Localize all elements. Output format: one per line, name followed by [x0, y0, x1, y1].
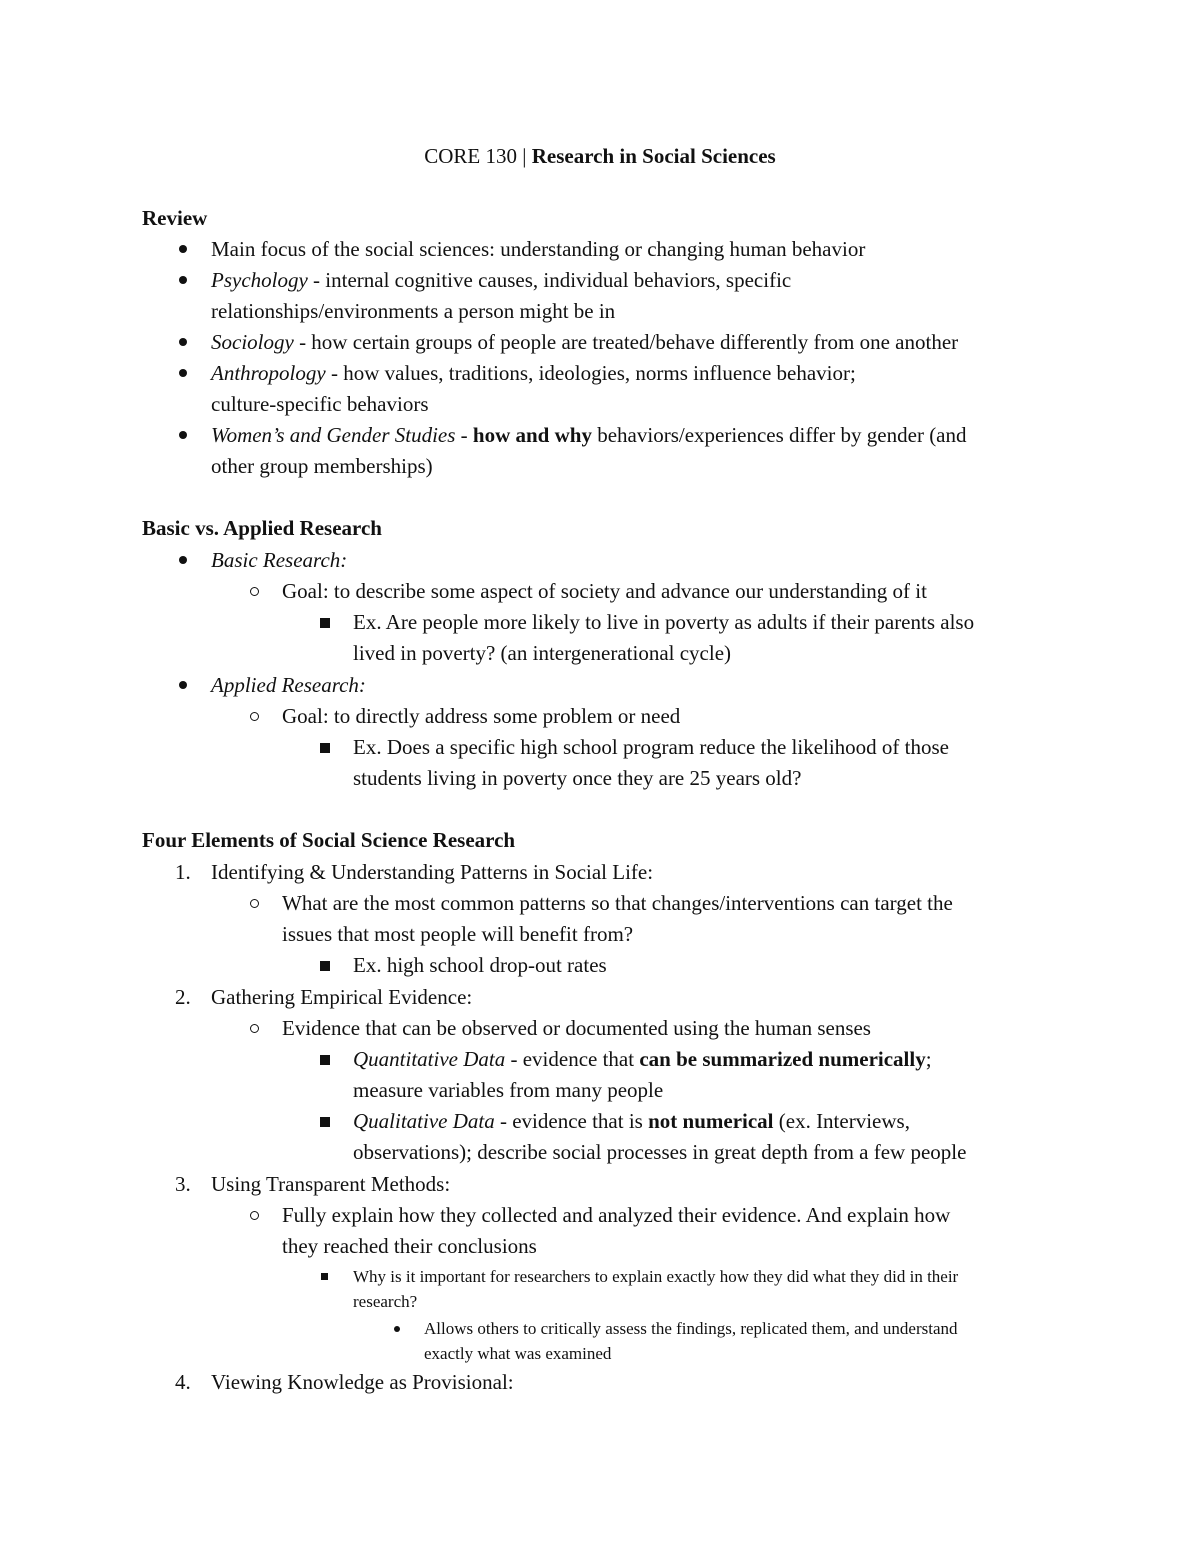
answer-continuation: exactly what was examined	[424, 1344, 612, 1363]
qualitative-data	[353, 1106, 910, 1137]
item-text: behaviors/experiences differ by gender (and	[591, 423, 967, 447]
quantitative-data	[353, 1044, 932, 1075]
course-code: CORE 130 |	[424, 144, 527, 168]
question: Why is it important for researchers to explain exactly how they did what they did in their	[353, 1267, 959, 1286]
bullet-square	[320, 618, 330, 628]
bullet-disc	[179, 431, 187, 439]
term: Women’s and Gender Studies	[211, 423, 456, 447]
answer: Allows others to critically assess the findings, replicated them, and understand	[424, 1319, 958, 1338]
applied-example-continuation: students living in poverty once they are 25 years old?	[353, 766, 802, 790]
review-item	[211, 327, 958, 358]
item-text: (ex. Interviews,	[773, 1109, 910, 1133]
review-item-continuation: other group memberships)	[211, 454, 433, 478]
bullet-square	[320, 961, 330, 971]
course-subject: Research in Social Sciences	[531, 144, 776, 168]
item-text: - evidence that	[505, 1047, 640, 1071]
element-sub: What are the most common patterns so that changes/interventions can target the	[282, 891, 953, 915]
basic-example-continuation: lived in poverty? (an intergenerational cycle)	[353, 641, 732, 665]
review-item	[211, 420, 967, 451]
bullet-circle	[250, 1024, 259, 1033]
element-sub-continuation: issues that most people will benefit from?	[282, 922, 634, 946]
review-item: Main focus of the social sciences: understanding or changing human behavior	[211, 237, 866, 261]
bullet-square	[320, 1117, 330, 1127]
basic-goal: Goal: to describe some aspect of society and advance our understanding of it	[282, 579, 927, 603]
review-heading: Review	[142, 206, 208, 230]
element-label: Using Transparent Methods:	[211, 1172, 451, 1196]
four-elements-heading: Four Elements of Social Science Research	[142, 828, 516, 852]
element-example: Ex. high school drop-out rates	[353, 953, 607, 977]
term: Qualitative Data	[353, 1109, 495, 1133]
dash: -	[455, 423, 473, 447]
element-sub-continuation: they reached their conclusions	[282, 1234, 537, 1258]
emphasis: not numerical	[648, 1109, 774, 1133]
bullet-disc	[179, 369, 187, 377]
bullet-disc	[179, 338, 187, 346]
qualitative-data-continuation: observations); describe social processes in great depth from a few people	[353, 1140, 967, 1164]
review-item	[211, 265, 791, 296]
item-text: - internal cognitive causes, individual behaviors, specific	[307, 268, 792, 292]
bullet-circle	[250, 712, 259, 721]
term: Basic Research:	[211, 548, 348, 572]
quantitative-data-continuation: measure variables from many people	[353, 1078, 664, 1102]
term: Sociology	[211, 330, 294, 354]
page-title	[0, 141, 1200, 172]
element-label: Viewing Knowledge as Provisional:	[211, 1370, 514, 1394]
applied-example: Ex. Does a specific high school program reduce the likelihood of those	[353, 735, 949, 759]
bullet-disc	[179, 556, 187, 564]
basic-applied-heading: Basic vs. Applied Research	[142, 516, 382, 540]
term: Psychology	[211, 268, 308, 292]
item-text: ;	[925, 1047, 932, 1071]
list-number: 3.	[175, 1172, 191, 1196]
item-text: - how certain groups of people are treated/behave differently from one another	[293, 330, 959, 354]
bullet-disc	[394, 1326, 400, 1332]
element-sub: Fully explain how they collected and analyzed their evidence. And explain how	[282, 1203, 951, 1227]
emphasis: how and why	[472, 423, 592, 447]
element-sub: Evidence that can be observed or documented using the human senses	[282, 1016, 871, 1040]
applied-goal: Goal: to directly address some problem or need	[282, 704, 681, 728]
bullet-square	[321, 1273, 328, 1280]
term: Quantitative Data	[353, 1047, 506, 1071]
bullet-circle	[250, 587, 259, 596]
bullet-circle	[250, 899, 259, 908]
review-item-continuation: culture-specific behaviors	[211, 392, 429, 416]
bullet-square	[320, 743, 330, 753]
item-text: - evidence that is	[494, 1109, 649, 1133]
bullet-disc	[179, 276, 187, 284]
element-label: Identifying & Understanding Patterns in Social Life:	[211, 860, 654, 884]
bullet-square	[320, 1055, 330, 1065]
list-number: 2.	[175, 985, 191, 1009]
emphasis: can be summarized numerically	[639, 1047, 926, 1071]
review-item	[211, 358, 856, 389]
bullet-disc	[179, 245, 187, 253]
term: Applied Research:	[211, 673, 366, 697]
list-number: 4.	[175, 1370, 191, 1394]
item-text: - how values, traditions, ideologies, norms influence behavior;	[325, 361, 856, 385]
applied-research-label	[211, 670, 366, 701]
element-label: Gathering Empirical Evidence:	[211, 985, 473, 1009]
bullet-disc	[179, 681, 187, 689]
question-continuation: research?	[353, 1292, 418, 1311]
basic-example: Ex. Are people more likely to live in poverty as adults if their parents also	[353, 610, 975, 634]
term: Anthropology	[211, 361, 326, 385]
basic-research-label	[211, 545, 347, 576]
bullet-circle	[250, 1211, 259, 1220]
list-number: 1.	[175, 860, 191, 884]
review-item-continuation: relationships/environments a person might be in	[211, 299, 616, 323]
